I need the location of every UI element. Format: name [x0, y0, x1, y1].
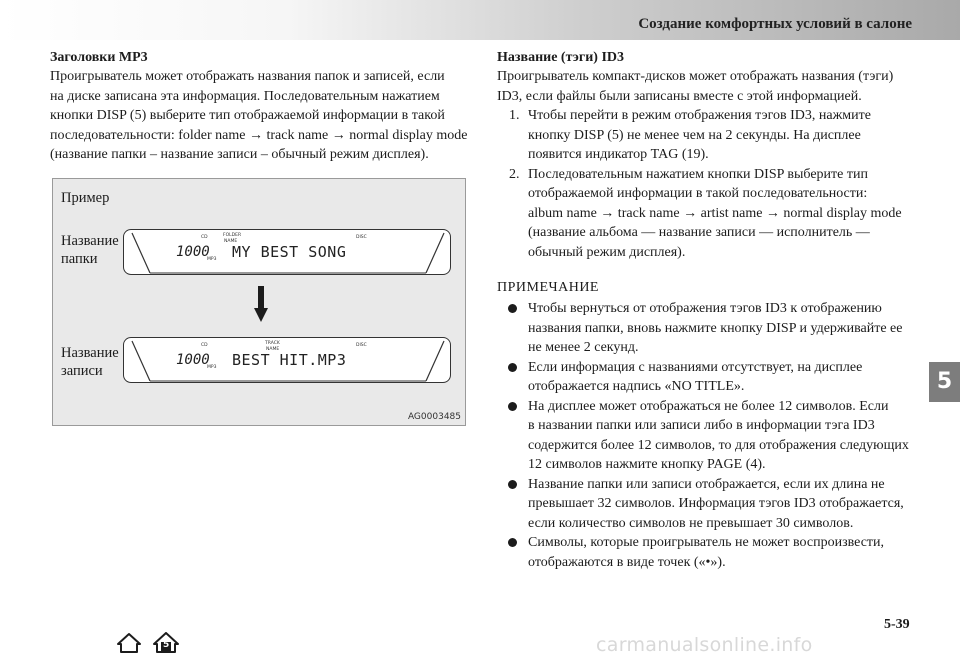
page-number: 5-39 — [884, 617, 910, 632]
mp3-indicator: MP3 — [207, 365, 217, 370]
text-line: в названии папки или записи либо в информации тэга ID3 — [528, 418, 875, 433]
text-line: отображаемой информации в такой последовательности: — [528, 186, 868, 201]
note-title: ПРИМЕЧАНИЕ — [497, 280, 599, 295]
bullet-icon — [508, 363, 517, 372]
text-line: обычный режим дисплея). — [528, 244, 686, 260]
bullet-icon — [508, 304, 517, 313]
cd-indicator: CD — [201, 343, 208, 348]
name-indicator: NAME — [224, 239, 238, 244]
footer-nav — [116, 632, 180, 659]
text-line: если количество символов не превышает 30 символов. — [528, 515, 854, 531]
id3-intro — [497, 67, 917, 106]
disc-indicator: DISC — [356, 343, 367, 348]
note-item — [497, 299, 917, 358]
watermark: carmanualsonline.info — [596, 634, 813, 656]
steps-list — [497, 106, 917, 262]
text-line: Чтобы вернуться от отображения тэгов ID3 к отображению — [528, 301, 882, 316]
name-indicator: NAME — [266, 347, 280, 352]
display-number: 1000 — [176, 352, 210, 368]
text-line: отображается надпись «NO TITLE». — [528, 379, 745, 394]
text-line: Проигрыватель может отображать названия папок и записей, если — [50, 69, 445, 84]
folder-name-label — [61, 232, 119, 268]
text-line: Символы, которые проигрыватель не может воспроизвести, — [528, 535, 885, 550]
label-line: записи — [61, 363, 103, 379]
note-item — [497, 397, 917, 475]
example-figure — [52, 178, 466, 426]
id3-heading: Название (тэги) ID3 — [497, 50, 625, 65]
note-item — [497, 475, 917, 534]
text-line: Проигрыватель компакт-дисков может отображать названия (тэги) — [497, 69, 894, 84]
text-line: На дисплее может отображаться не более 12 символов. Если — [528, 398, 889, 414]
cd-indicator: CD — [201, 235, 208, 240]
home-icon[interactable] — [116, 632, 142, 654]
step-number: 1. — [509, 108, 520, 123]
mp3-heading: Заголовки МР3 — [50, 50, 148, 65]
text-line: кнопку DISP (5) не менее чем на 2 секунды. На дисплее — [528, 127, 861, 143]
text-line: не менее 2 секунд. — [528, 340, 639, 355]
figure-code: AG0003485 — [407, 412, 461, 422]
text-line: Чтобы перейти в режим отображения тэгов ID3, нажмите — [528, 108, 871, 123]
right-column — [497, 48, 917, 572]
step-item — [497, 106, 917, 165]
text-line: названия папки, вновь нажмите кнопку DISP и удерживайте ее — [528, 320, 903, 336]
text-line: Название папки или записи отображается, если их длина не — [528, 476, 885, 492]
chapter-tab[interactable]: 5 — [929, 362, 960, 402]
text-line: отображаются в виде точек («•»). — [528, 554, 726, 570]
text-line: появится индикатор TAG (19). — [528, 147, 709, 162]
mp3-paragraph — [50, 67, 470, 165]
arrow-down-icon — [254, 286, 268, 322]
label-line: Название — [61, 233, 119, 249]
text-line: последовательности: folder name → track name → normal display mode — [50, 127, 468, 143]
note-item — [497, 533, 917, 572]
text-line: ID3, если файлы были записаны вместе с этой информацией. — [497, 88, 862, 104]
label-line: Название — [61, 345, 119, 361]
note-item — [497, 358, 917, 397]
book-section-number: 5 — [163, 640, 170, 650]
text-line: Последовательным нажатием кнопки DISP выберите тип — [528, 166, 868, 182]
example-title: Пример — [61, 190, 110, 206]
text-line: содержится более 12 символов, то для отображения следующих — [528, 437, 909, 453]
folder-indicator: FOLDER — [223, 233, 242, 238]
text-line: на диске записана эта информация. Последовательным нажатием — [50, 88, 440, 104]
text-line: 12 символов нажмите кнопку PAGE (4). — [528, 457, 766, 472]
book-section-icon[interactable] — [152, 632, 180, 654]
left-column — [50, 48, 470, 165]
text-line: кнопки DISP (5) выберите тип отображаемой информации в такой — [50, 108, 445, 123]
step-number: 2. — [509, 166, 520, 182]
text-line: превышает 32 символов. Информация тэгов ID3 отображается, — [528, 496, 904, 511]
label-line: папки — [61, 251, 98, 267]
disc-indicator: DISC — [356, 235, 367, 240]
text-line: (название альбома — название записи — исполнитель — — [528, 225, 870, 240]
bullet-icon — [508, 402, 517, 411]
text-line: Если информация с названиями отсутствует, на дисплее — [528, 359, 863, 375]
text-line: (название папки – название записи – обычный режим дисплея). — [50, 147, 429, 162]
text-line: album name → track name → artist name → normal display mode — [528, 205, 902, 221]
bullet-icon — [508, 538, 517, 547]
track-indicator: TRACK — [265, 341, 280, 346]
track-name-label — [61, 344, 119, 380]
bullet-icon — [508, 480, 517, 489]
display-folder-name — [123, 229, 451, 275]
section-title: Создание комфортных условий в салоне — [638, 16, 912, 32]
display-text: MY BEST SONG — [232, 243, 347, 261]
display-number: 1000 — [176, 244, 210, 260]
notes-list — [497, 299, 917, 572]
display-text: BEST HIT.MP3 — [232, 351, 347, 369]
step-item — [497, 165, 917, 263]
mp3-indicator: MP3 — [207, 257, 217, 262]
display-track-name — [123, 337, 451, 383]
